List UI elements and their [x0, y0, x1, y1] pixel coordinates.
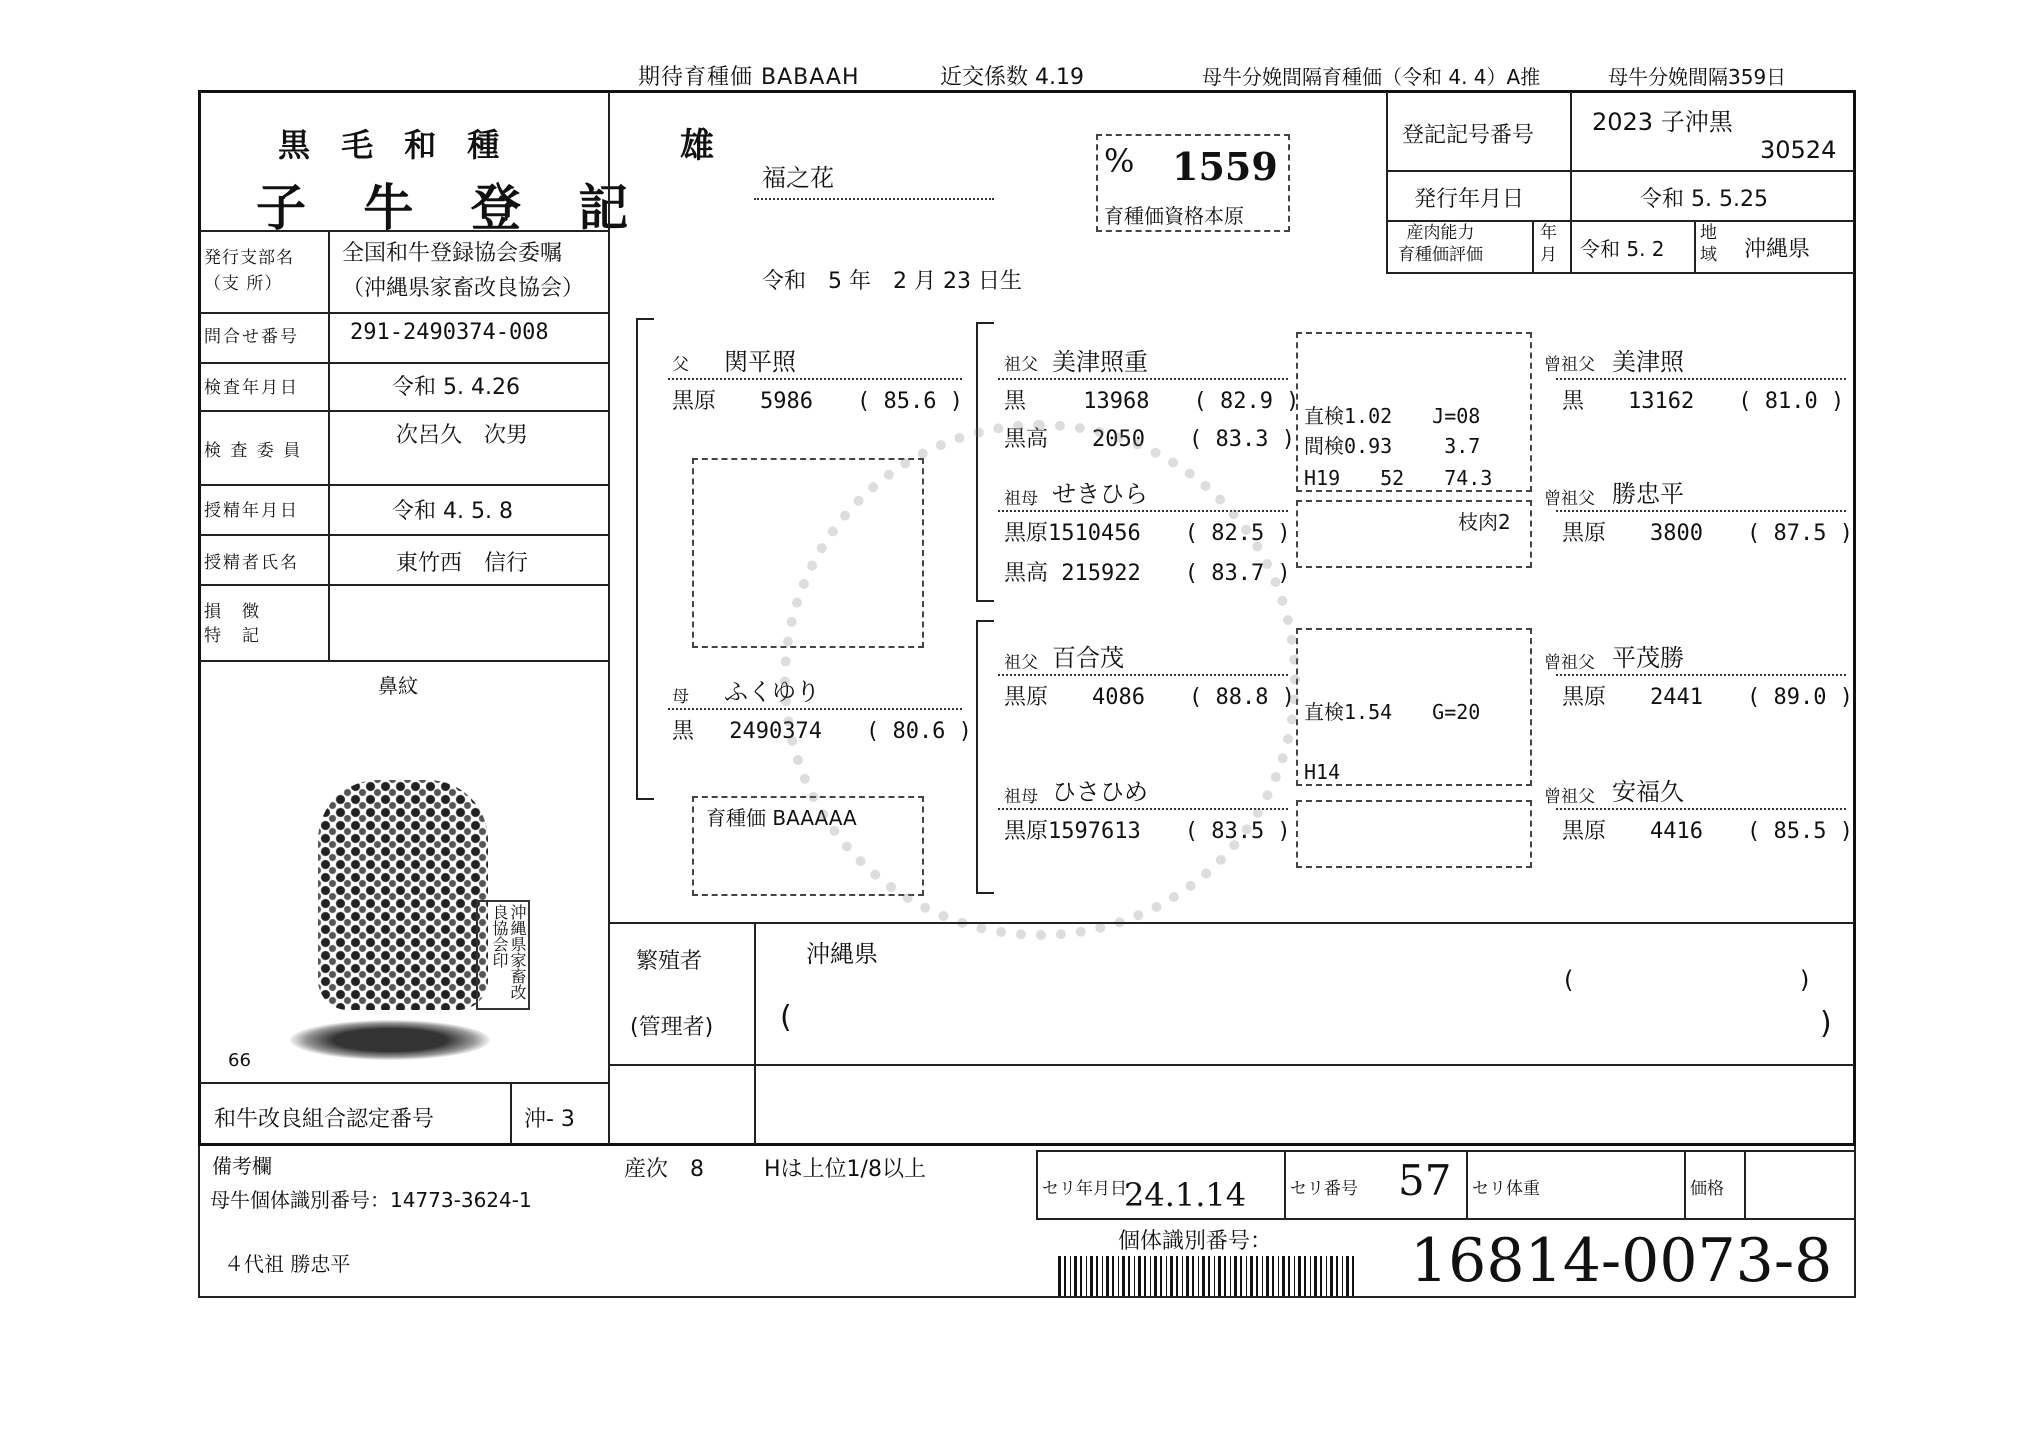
granddam1-detail1: 黒原1510456 ( 82.5 ) [1004, 521, 1291, 546]
nose-print-base [290, 1020, 490, 1060]
stamp-fraction: % [1104, 142, 1135, 180]
h-note: Hは上位1/8以上 [764, 1157, 926, 1182]
branch-label: 発行支部名 （支 所） [204, 248, 294, 294]
grandsire2-tag: 祖父 [1004, 653, 1038, 673]
calf-sex: 雄 [680, 126, 714, 166]
auction-weight-label: セリ体重 [1472, 1179, 1540, 1199]
granddam2-name: ひさひめ [1052, 778, 1148, 806]
breeder-paren-close: ) [1800, 966, 1810, 994]
watermark-seal [780, 420, 1300, 940]
barcode [1058, 1256, 1358, 1296]
ggs1-name: 美津照 [1612, 348, 1684, 376]
parity: 産次 8 [624, 1157, 704, 1182]
ggs2-detail: 黒原 3800 ( 87.5 ) [1562, 521, 1853, 546]
breeder-label: 繁殖者 [636, 949, 703, 974]
individual-id-label: 個体識別番号： [1118, 1229, 1273, 1254]
inbreeding-coefficient: 近交係数 4.19 [940, 65, 1084, 90]
nose-print-image [318, 780, 488, 1010]
breeder-value: 沖縄県 [806, 940, 878, 968]
sire-detail: 黒原 5986 ( 85.6 ) [672, 389, 963, 414]
area-label: 地 域 [1700, 223, 1717, 265]
eval1-line2: 間検0.93 3.7 [1304, 434, 1481, 458]
ggs4-detail: 黒原 4416 ( 85.5 ) [1562, 819, 1853, 844]
issue-date-label: 発行年月日 [1414, 187, 1525, 212]
dam-detail: 黒 2490374 ( 80.6 ) [672, 719, 972, 744]
manager-label: (管理者) [630, 1015, 714, 1040]
inspection-date: 令和 5. 4.26 [392, 375, 520, 400]
sire-tag: 父 [672, 355, 689, 375]
grandsire2-detail: 黒原 4086 ( 88.8 ) [1004, 685, 1295, 710]
granddam2-eval-box [1296, 800, 1532, 868]
insemination-date-label: 授精年月日 [204, 501, 299, 521]
grandsire1-detail2: 黒高 2050 ( 83.3 ) [1004, 427, 1295, 452]
union-number-label: 和牛改良組合認定番号 [214, 1107, 435, 1132]
evaluation-label: 産肉能力 育種価評価 [1398, 223, 1483, 265]
dam-tag: 母 [672, 687, 689, 707]
registration-value-line2: 30524 [1760, 136, 1837, 164]
eval1-line3: H19 52 74.3 [1304, 466, 1493, 490]
calf-name: 福之花 [762, 164, 834, 192]
issue-date: 令和 5. 5.25 [1640, 187, 1768, 212]
birth-date: 令和 5 年 2 月 23 日生 [762, 269, 1022, 294]
stamp-number: 1559 [1172, 144, 1278, 189]
inseminator-label: 授精者氏名 [204, 553, 299, 573]
inquiry-label: 問合せ番号 [204, 327, 299, 347]
area-value: 沖縄県 [1744, 237, 1811, 262]
document-title: 子 牛 登 記 [256, 178, 649, 237]
inspector-name: 次呂久 次男 [396, 423, 529, 448]
breed-title: 黒 毛 和 種 [278, 126, 510, 164]
inspector-label: 検 査 委 員 [204, 441, 303, 461]
eval3-line2: H14 [1304, 760, 1341, 784]
expected-breeding-value: 期待育種価 BABAAH [638, 65, 860, 90]
fourth-ancestor: ４代祖 勝忠平 [224, 1252, 351, 1276]
eval1-line1: 直検1.02 J=08 [1304, 404, 1481, 428]
defect-label: 損 徴 特 記 [204, 602, 261, 646]
grandsire1-tag: 祖父 [1004, 355, 1038, 375]
calving-interval: 母牛分娩間隔359日 [1608, 65, 1787, 89]
ggs2-tag: 曾祖父 [1544, 489, 1595, 509]
manager-paren-close: ) [1820, 1006, 1832, 1041]
ggs4-tag: 曾祖父 [1544, 787, 1595, 807]
evaluation-date: 令和 5. 2 [1580, 237, 1665, 261]
stamp-label: 育種価資格本原 [1104, 204, 1244, 228]
remarks-label: 備考欄 [212, 1154, 272, 1178]
ggs1-tag: 曾祖父 [1544, 355, 1595, 375]
granddam2-tag: 祖母 [1004, 787, 1038, 807]
grandsire1-name: 美津照重 [1052, 348, 1148, 376]
association-seal: 沖縄県家畜改良協会印 [476, 900, 530, 1010]
dam-name: ふくゆり [724, 678, 820, 706]
grandsire2-name: 百合茂 [1052, 644, 1124, 672]
year-month-label: 年 月 [1540, 223, 1557, 265]
ggs1-detail: 黒 13162 ( 81.0 ) [1562, 389, 1845, 414]
ggs3-detail: 黒原 2441 ( 89.0 ) [1562, 685, 1853, 710]
branch-value: 全国和牛登録協会委嘱 （沖縄県家畜改良協会） [342, 241, 585, 301]
eval3-line1: 直検1.54 G=20 [1304, 700, 1481, 724]
calving-interval-breeding-value: 母牛分娩間隔育種価（令和 4. 4）A推 [1202, 65, 1541, 89]
nose-print-label: 鼻紋 [378, 674, 418, 698]
grandsire1-detail1: 黒 13968 ( 82.9 ) [1004, 389, 1300, 414]
inspection-date-label: 検査年月日 [204, 378, 299, 398]
granddam1-name: せきひら [1052, 480, 1148, 508]
granddam1-detail2: 黒高 215922 ( 83.7 ) [1004, 561, 1291, 586]
granddam1-tag: 祖母 [1004, 489, 1038, 509]
manager-paren-open: ( [780, 1000, 792, 1035]
registration-label: 登記記号番号 [1402, 123, 1535, 148]
inseminator-name: 東竹西 信行 [396, 551, 529, 576]
ggs4-name: 安福久 [1612, 778, 1684, 806]
auction-date: 24.1.14 [1124, 1176, 1247, 1214]
granddam2-detail: 黒原1597613 ( 83.5 ) [1004, 819, 1291, 844]
union-number: 沖- 3 [524, 1107, 575, 1132]
inquiry-number: 291-2490374-008 [350, 320, 549, 345]
eval2-text: 枝肉2 [1458, 510, 1511, 534]
ggs3-name: 平茂勝 [1612, 644, 1684, 672]
auction-number-label: セリ番号 [1290, 1179, 1358, 1199]
nose-print-number: 66 [228, 1050, 251, 1071]
individual-id-number: 16814-0073-8 [1410, 1226, 1833, 1296]
auction-number: 57 [1398, 1156, 1452, 1205]
ggs3-tag: 曾祖父 [1544, 653, 1595, 673]
sire-name: 関平照 [724, 348, 796, 376]
auction-date-label: セリ年月日 [1042, 1179, 1127, 1199]
registration-value-line1: 2023 子沖黒 [1592, 108, 1733, 136]
dam-id-number: 母牛個体識別番号：14773-3624-1 [210, 1188, 532, 1212]
ggs2-name: 勝忠平 [1612, 480, 1684, 508]
price-label: 価格 [1690, 1179, 1724, 1199]
insemination-date: 令和 4. 5. 8 [392, 499, 513, 524]
breeder-paren-open: ( [1564, 966, 1574, 994]
dam-breeding-value: 育種価 BAAAAA [706, 806, 857, 830]
